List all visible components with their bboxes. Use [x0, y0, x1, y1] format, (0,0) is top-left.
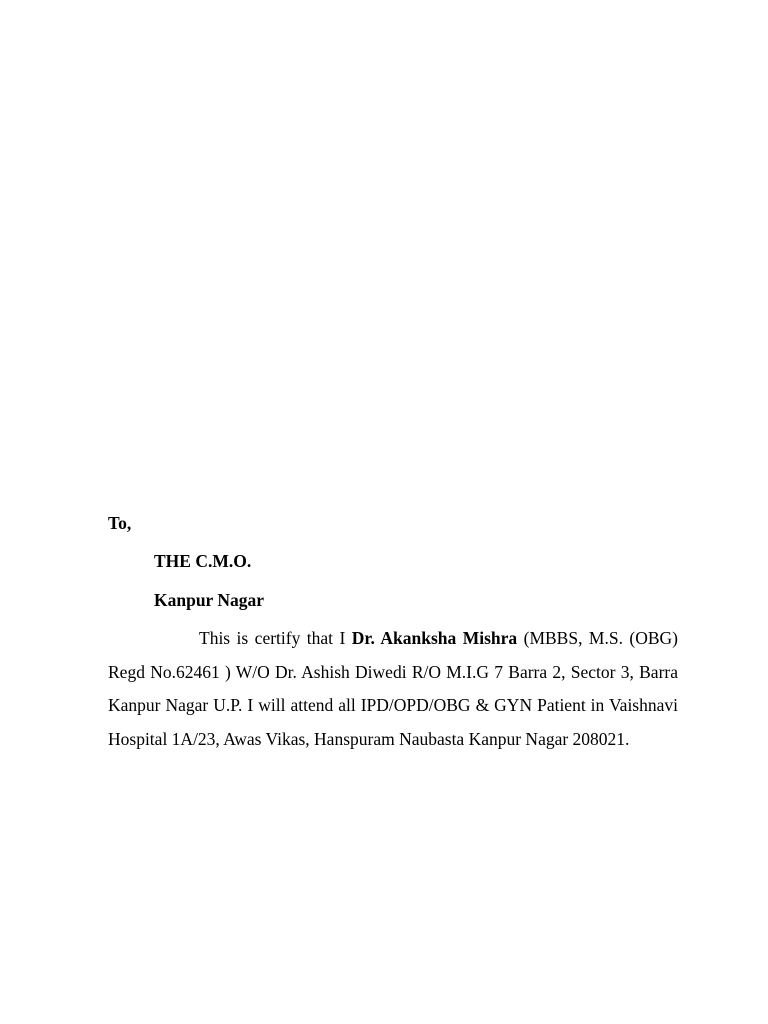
doctor-name: Dr. Akanksha Mishra — [351, 628, 518, 648]
addressee-title: THE C.M.O. — [154, 551, 252, 571]
addressee-location: Kanpur Nagar — [154, 590, 265, 610]
salutation: To, — [108, 513, 132, 533]
body-rest: (MBBS, M.S. (OBG) Regd No.62461 ) W/O Dr. Ashish Diwedi R/O M.I.G 7 Barra 2, Sector 3, Barra Kanpur Nagar U.P. I will attend all IPD/OPD/OBG & GYN Patient in Vaishnavi Hospital 1A/23, Awas Vikas, Hanspuram Naubasta Kanpur Nagar 208021. — [108, 628, 678, 749]
body-intro: This is certify that I — [199, 628, 352, 648]
letter-content — [108, 511, 678, 756]
letter-body — [108, 622, 678, 756]
